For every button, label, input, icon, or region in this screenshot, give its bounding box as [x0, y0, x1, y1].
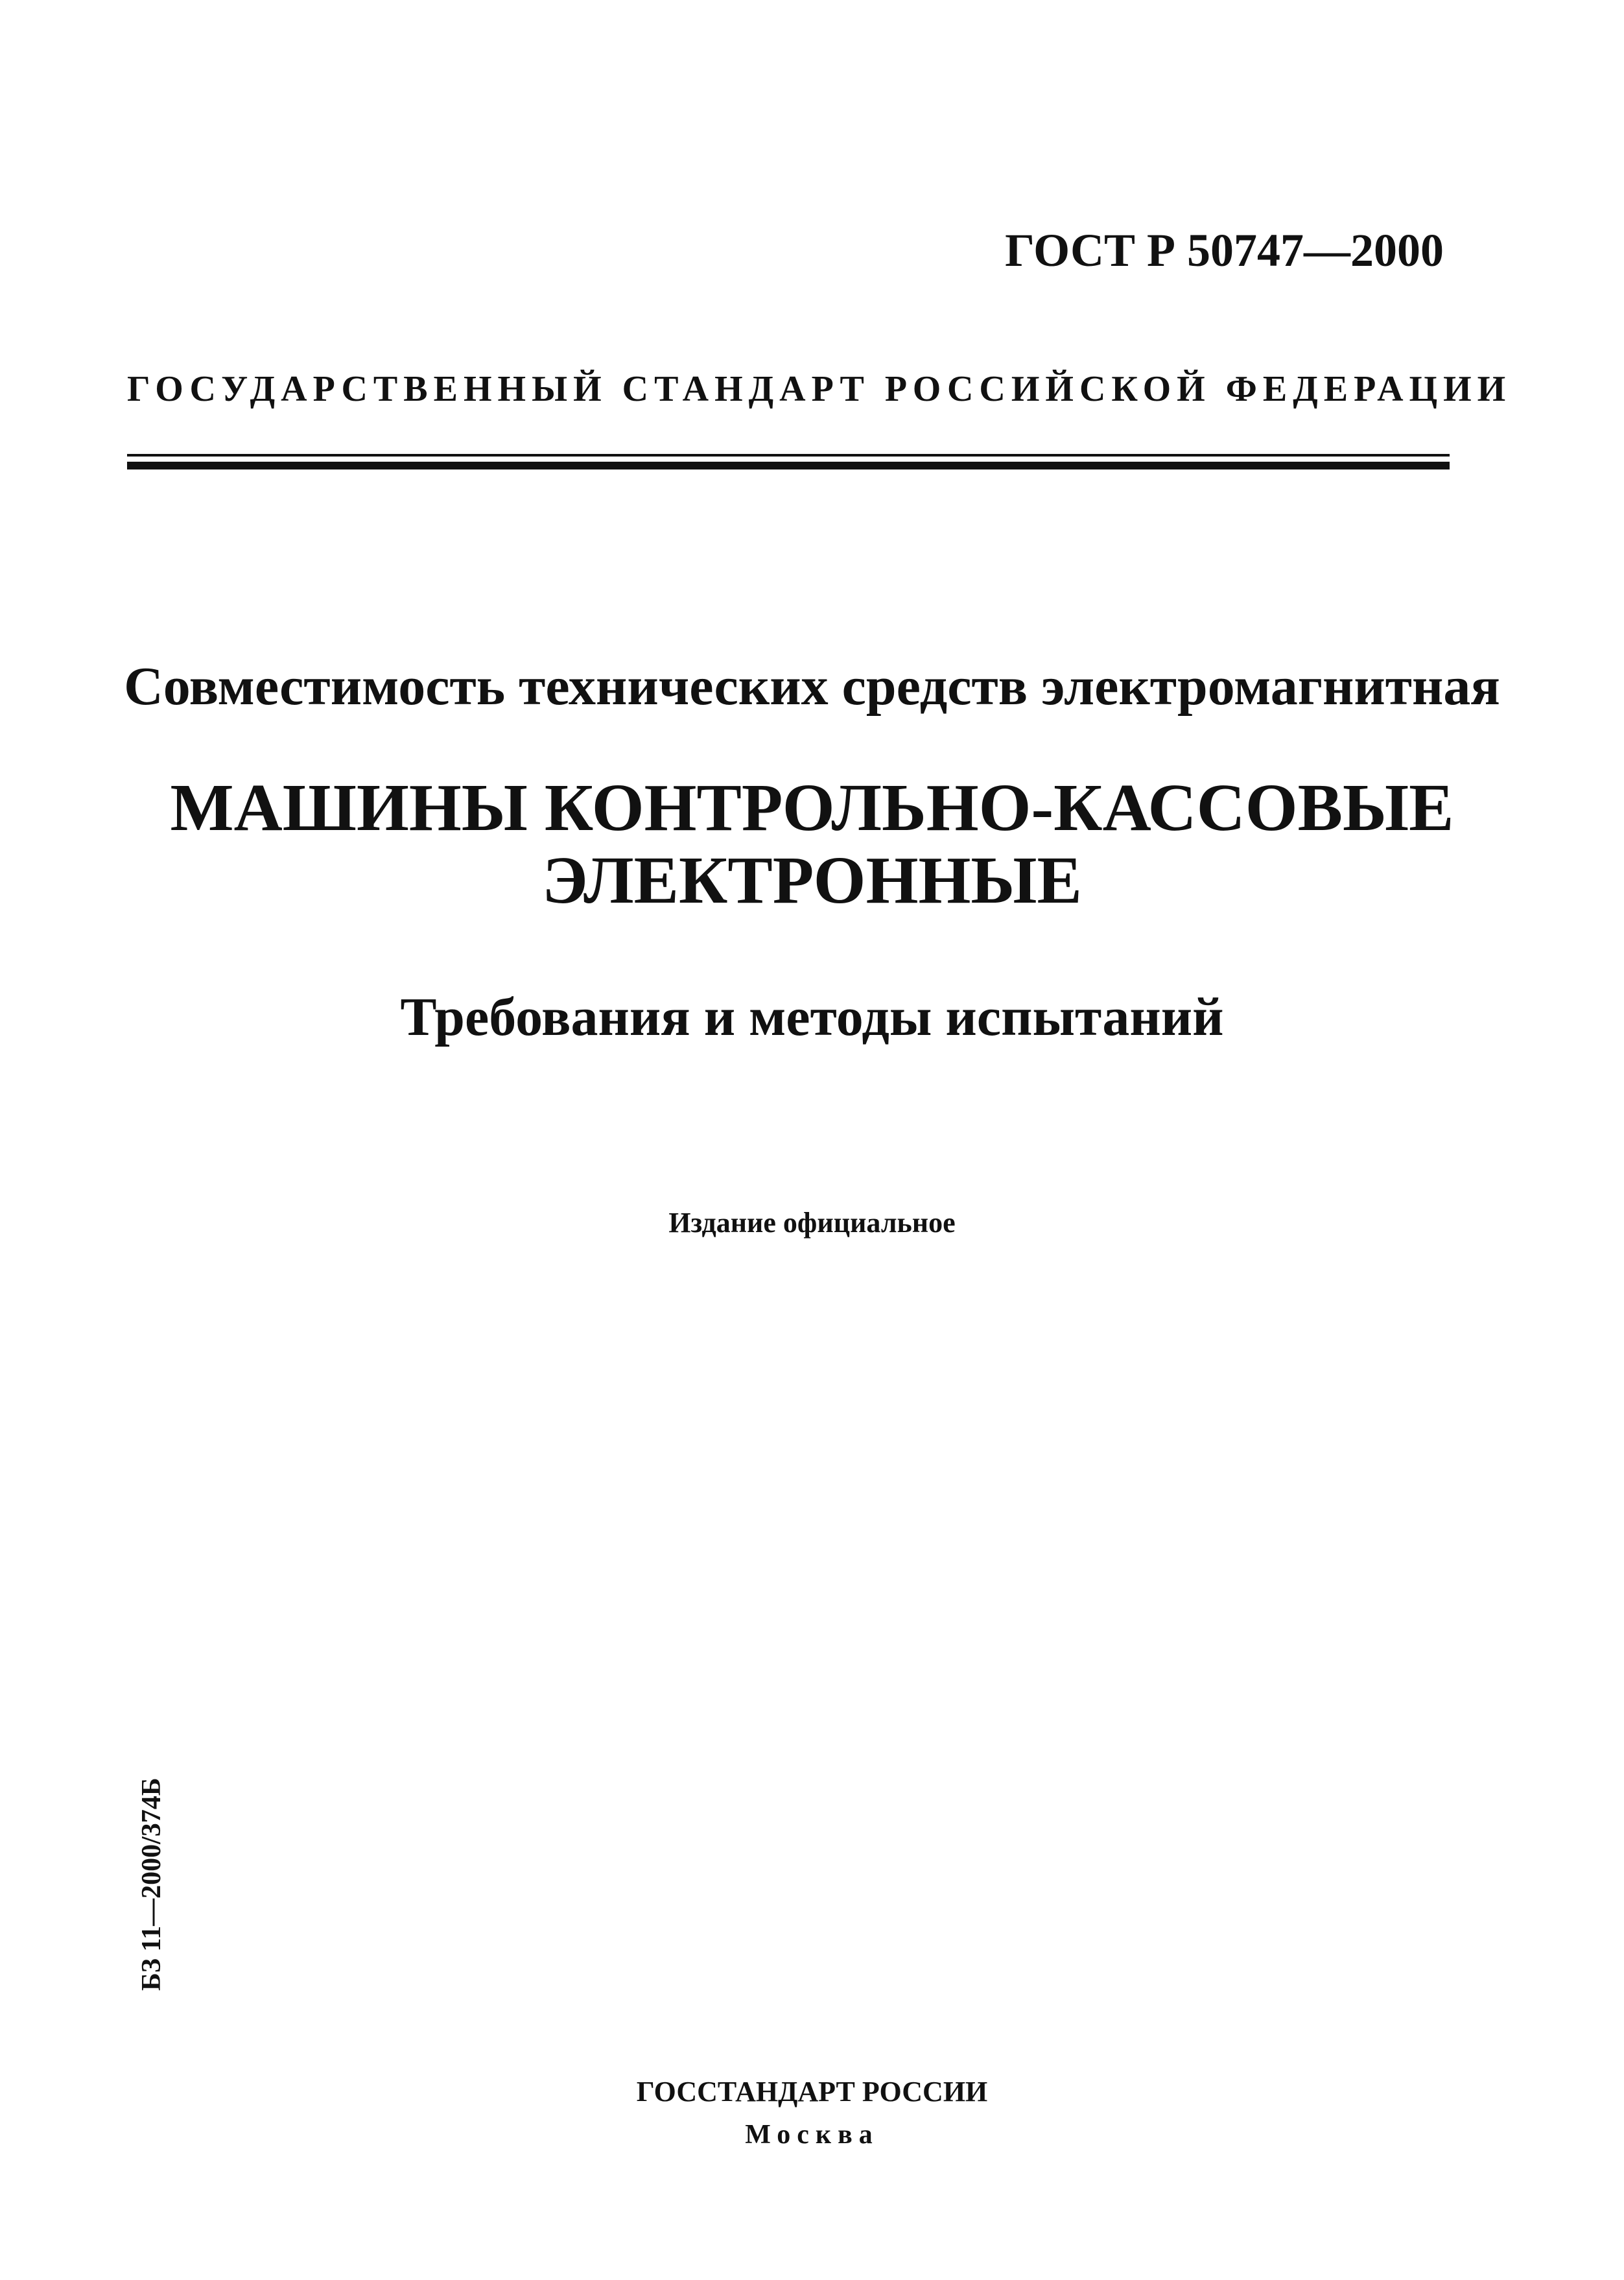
subtitle-top: Совместимость технических средств электромагнитная: [124, 656, 1500, 717]
side-code: БЗ 11—2000/374Б: [137, 1777, 167, 1991]
main-title: [0, 772, 1624, 917]
publication-city: Москва: [745, 2120, 879, 2150]
subtitle-bottom: Требования и методы испытаний: [400, 987, 1224, 1047]
main-title-line-1: МАШИНЫ КОНТРОЛЬНО-КАССОВЫЕ: [170, 770, 1454, 845]
edition-label: Издание официальное: [668, 1207, 956, 1239]
header-rule-thick: [127, 462, 1450, 469]
standard-header: ГОСУДАРСТВЕННЫЙ СТАНДАРТ РОССИЙСКОЙ ФЕДЕРАЦИИ: [127, 369, 1512, 409]
publisher: ГОССТАНДАРТ РОССИИ: [636, 2076, 988, 2108]
main-title-line-2: ЭЛЕКТРОННЫЕ: [542, 843, 1082, 918]
document-number: ГОСТ Р 50747—2000: [1005, 224, 1444, 276]
header-rule-thin: [127, 454, 1450, 457]
